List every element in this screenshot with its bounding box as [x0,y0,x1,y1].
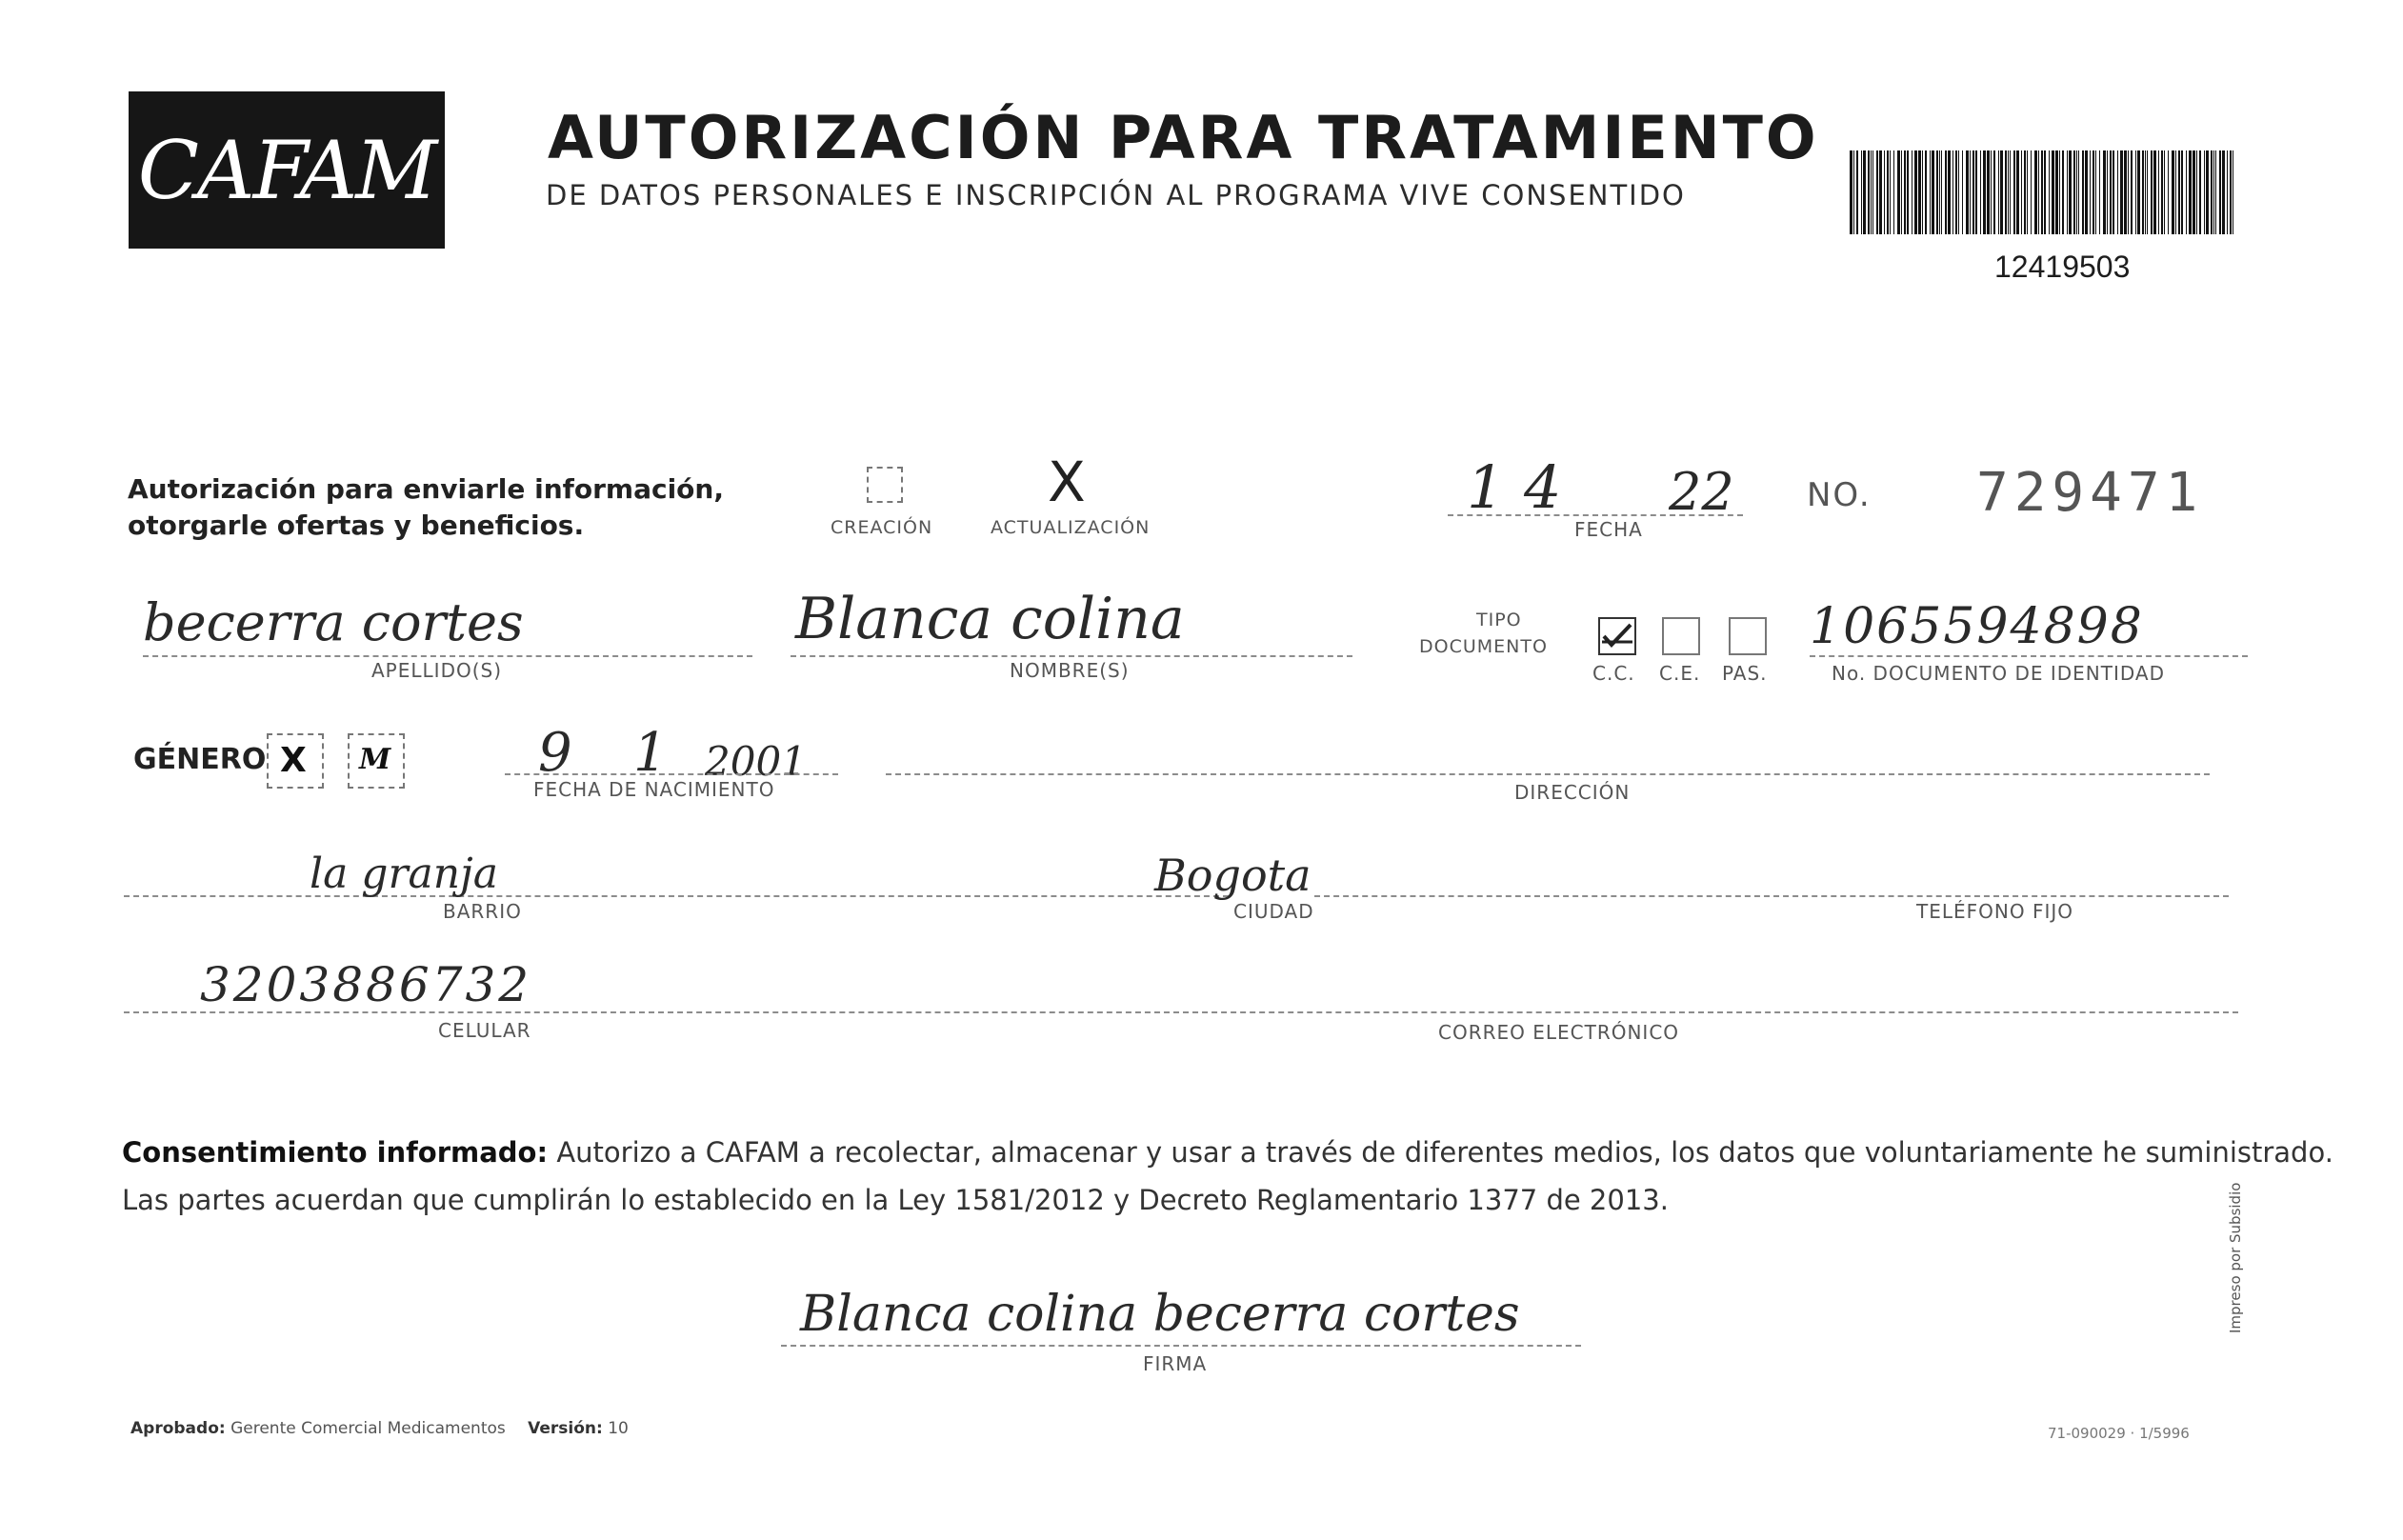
consent-line1 [122,1129,2333,1176]
side-print-text: Impreso por Subsidio [2227,1182,2244,1333]
nombres-label: NOMBRE(S) [1010,659,1130,682]
consent-text-line1: Autorizo a CAFAM a recolectar, almacenar y usar a través de diferentes medios, los datos que voluntariamente he suministrado. [556,1136,2333,1169]
barrio-value: la granja [310,850,498,898]
document-subtitle: DE DATOS PERSONALES E INSCRIPCIÓN AL PROGRAMA VIVE CONSENTIDO [546,179,1686,211]
pas-label: PAS. [1722,662,1768,685]
genero-f-checkbox[interactable] [267,733,324,789]
ce-label: C.E. [1659,662,1701,685]
actualizacion-mark: X [1048,450,1086,514]
genero-label: GÉNERO [133,743,267,776]
actualizacion-label: ACTUALIZACIÓN [991,517,1151,538]
no-label: NO. [1807,476,1872,514]
tipo-documento-label-1: TIPO [1476,610,1522,630]
cc-checkbox[interactable] [1598,617,1636,655]
fecha-label: FECHA [1574,518,1643,541]
authorization-text [128,471,724,544]
version-label: Versión: [528,1419,603,1438]
logo-text: CAFAM [137,123,436,217]
consent-text-line2: Las partes acuerdan que cumplirán lo establecido en la Ley 1581/2012 y Decreto Reglamentario 1377 de 2013. [122,1184,1669,1216]
cc-label: C.C. [1592,662,1635,685]
authorization-text-line2: otorgarle ofertas y beneficios. [128,510,585,541]
no-value: 729471 [1976,462,2204,524]
fecha-month: 4 [1524,452,1562,522]
aprobado-label: Aprobado: [130,1419,226,1438]
signature-value: Blanca colina becerra cortes [800,1286,1520,1343]
creacion-checkbox[interactable] [867,467,903,503]
genero-m-checkbox[interactable] [348,733,405,789]
nacimiento-label: FECHA DE NACIMIENTO [533,778,775,801]
cafam-logo [129,91,445,249]
correo-label: CORREO ELECTRÓNICO [1438,1021,1680,1044]
ce-checkbox[interactable] [1662,617,1700,655]
version-value: 10 [608,1419,629,1438]
tipo-documento-label-2: DOCUMENTO [1419,636,1548,657]
nacimiento-year: 2001 [705,738,807,785]
barrio-label: BARRIO [443,900,522,923]
fecha-year: 22 [1669,462,1734,522]
nacimiento-day: 9 [538,722,572,784]
creacion-label: CREACIÓN [831,517,933,538]
apellidos-label: APELLIDO(S) [371,659,503,682]
consent-block [122,1129,2333,1224]
footer-code: 71-090029 · 1/5996 [2048,1425,2190,1442]
consent-heading: Consentimiento informado: [122,1136,549,1169]
pas-checkbox[interactable] [1729,617,1767,655]
cc-check-mark [1600,619,1634,653]
fecha-day: 1 [1467,452,1505,522]
ciudad-value: Bogota [1154,850,1312,901]
barcode-number: 12419503 [1994,250,2131,284]
documento-value: 1065594898 [1810,598,2144,655]
nacimiento-month: 1 [633,722,668,784]
barcode [1850,150,2236,234]
footer-approval [130,1419,629,1438]
celular-value: 3203886732 [200,957,532,1012]
telefono-label: TELÉFONO FIJO [1916,900,2073,923]
celular-label: CELULAR [438,1019,531,1042]
nombres-value: Blanca colina [795,586,1185,652]
authorization-text-line1: Autorización para enviarle información, [128,473,724,505]
genero-f-mark: X [280,741,307,780]
apellidos-value: becerra cortes [143,592,524,652]
aprobado-value: Gerente Comercial Medicamentos [230,1419,506,1438]
direccion-label: DIRECCIÓN [1514,781,1631,804]
genero-m-mark: M [359,743,391,776]
documento-label: No. DOCUMENTO DE IDENTIDAD [1832,662,2166,685]
signature-label: FIRMA [1143,1352,1208,1375]
ciudad-label: CIUDAD [1233,900,1314,923]
document-title: AUTORIZACIÓN PARA TRATAMIENTO [548,103,1819,172]
